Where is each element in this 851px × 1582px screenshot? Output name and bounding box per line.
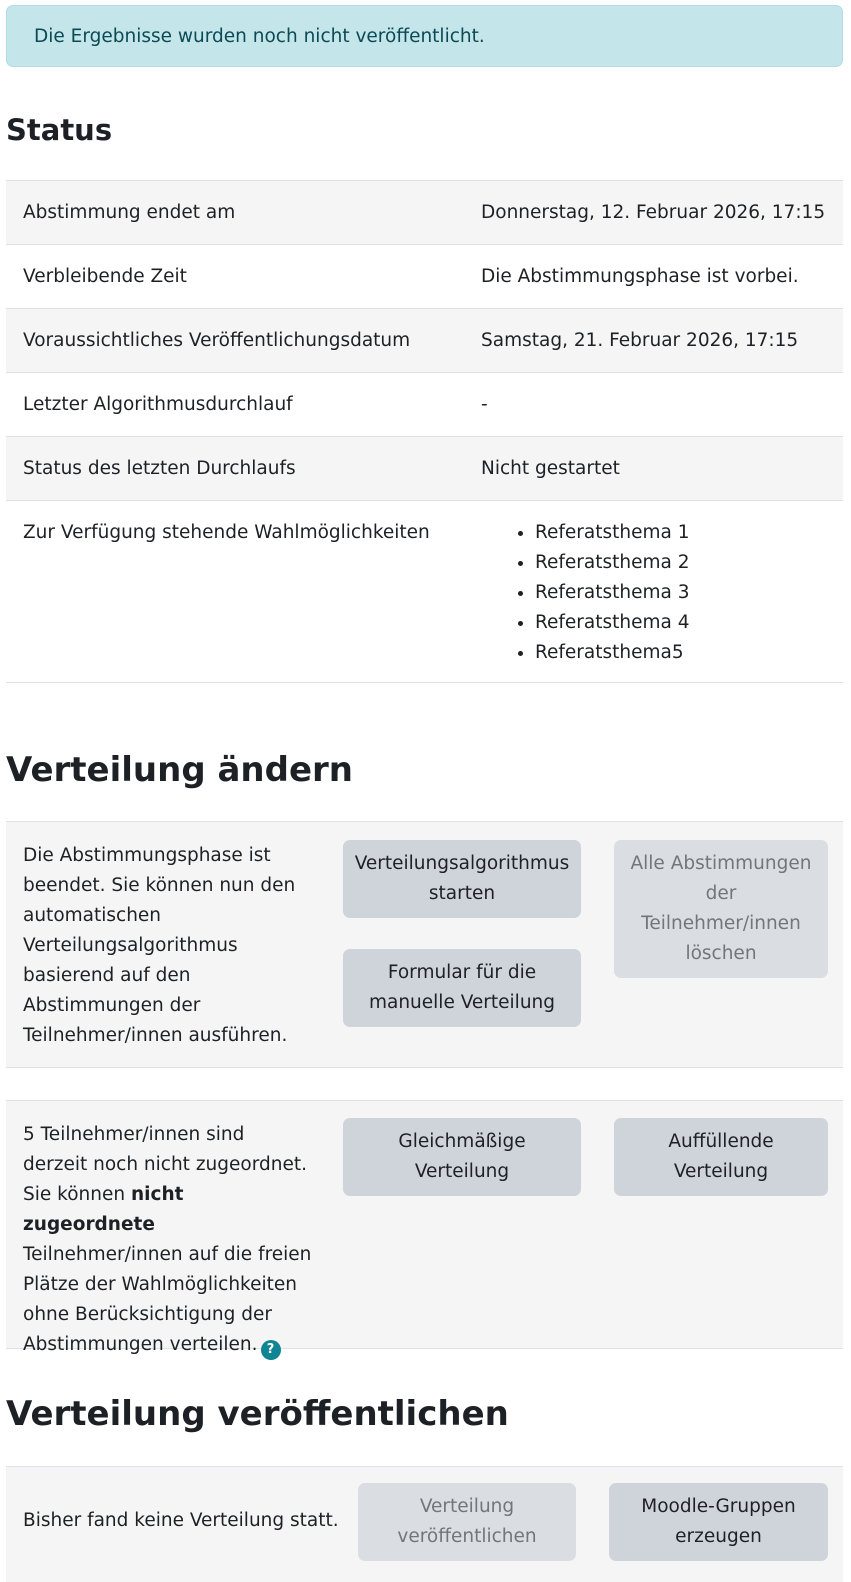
row-value: Nicht gestartet xyxy=(481,458,620,479)
table-row xyxy=(6,245,843,309)
delete-all-ratings-button[interactable]: Alle Abstimmungen der Teilnehmer/innen löschen xyxy=(614,840,828,978)
row-value: Die Abstimmungsphase ist vorbei. xyxy=(481,266,799,287)
table-row xyxy=(6,373,843,437)
status-table xyxy=(6,180,843,683)
row-label: Status des letzten Durchlaufs xyxy=(23,458,296,479)
unassigned-text-start: 5 Teilnehmer/innen sind derzeit noch nicht zugeordnet. Sie können xyxy=(23,1124,307,1205)
unassigned-panel xyxy=(6,1100,843,1357)
question-circle-icon[interactable]: ? xyxy=(261,1340,281,1360)
change-distribution-heading: Verteilung ändern xyxy=(6,750,354,790)
create-moodle-groups-button[interactable]: Moodle-Gruppen erzeugen xyxy=(609,1483,828,1561)
row-value: - xyxy=(481,394,488,415)
table-row xyxy=(6,501,843,683)
unassigned-text-bold: nicht zugeordnete xyxy=(23,1184,184,1235)
choices-list-cell xyxy=(464,518,843,682)
list-item: • Referatsthema 3 xyxy=(535,578,843,608)
publish-description: Bisher fand keine Verteilung statt. xyxy=(23,1510,339,1531)
row-label: Abstimmung endet am xyxy=(23,202,236,223)
publish-distribution-heading: Verteilung veröffentlichen xyxy=(6,1394,509,1434)
publish-panel xyxy=(6,1466,843,1582)
fill-distribution-button[interactable]: Auffüllende Verteilung xyxy=(614,1118,828,1196)
results-not-published-alert xyxy=(6,5,843,67)
row-label: Voraussichtliches Veröffentlichungsdatum xyxy=(23,330,411,351)
list-item: • Referatsthema 2 xyxy=(535,548,843,578)
choices-list xyxy=(481,518,843,668)
row-label: Zur Verfügung stehende Wahlmöglichkeiten xyxy=(23,522,430,543)
row-label: Letzter Algorithmusdurchlauf xyxy=(23,394,293,415)
alert-text: Die Ergebnisse wurden noch nicht veröffentlicht. xyxy=(34,26,485,47)
status-heading: Status xyxy=(6,113,113,147)
unassigned-description xyxy=(23,1120,313,1360)
manual-distribution-button[interactable]: Formular für die manuelle Verteilung xyxy=(343,949,581,1027)
table-row xyxy=(6,181,843,245)
run-algorithm-button[interactable]: Verteilungsalgorithmus starten xyxy=(343,840,581,918)
list-item: • Referatsthema 1 xyxy=(535,518,843,548)
row-label: Verbleibende Zeit xyxy=(23,266,187,287)
list-item: • Referatsthema5 xyxy=(535,638,843,668)
list-item: • Referatsthema 4 xyxy=(535,608,843,638)
table-row xyxy=(6,309,843,373)
publish-distribution-button[interactable]: Verteilung veröffentlichen xyxy=(358,1483,576,1561)
table-row xyxy=(6,437,843,501)
algorithm-description: Die Abstimmungsphase ist beendet. Sie können nun den automatischen Verteilungsalgorithmus basierend auf den Abstimmungen der Teilnehmer/innen ausführen. xyxy=(23,845,296,1046)
equal-distribution-button[interactable]: Gleichmäßige Verteilung xyxy=(343,1118,581,1196)
algorithm-panel xyxy=(6,821,843,1068)
row-value: Donnerstag, 12. Februar 2026, 17:15 xyxy=(481,202,826,223)
row-value: Samstag, 21. Februar 2026, 17:15 xyxy=(481,330,799,351)
unassigned-text-end: Teilnehmer/innen auf die freien Plätze der Wahlmöglichkeiten ohne Berücksichtigung der Abstimmungen verteilen. xyxy=(23,1244,312,1355)
